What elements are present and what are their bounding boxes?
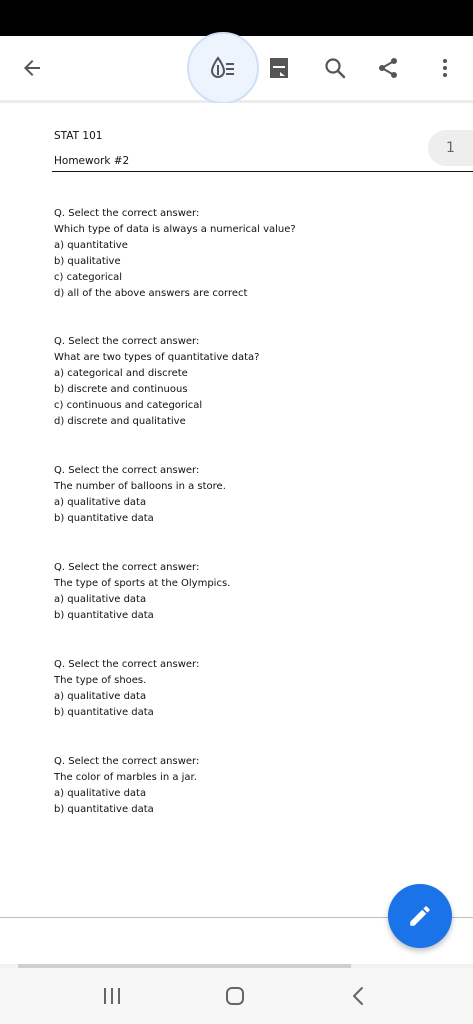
- answer-option: b) quantitative data: [54, 707, 154, 718]
- app-toolbar: [0, 36, 473, 103]
- answer-option: a) categorical and discrete: [54, 368, 188, 379]
- recents-icon: [101, 986, 123, 1006]
- page-layout-button[interactable]: [257, 36, 301, 100]
- more-vert-icon: [433, 56, 457, 80]
- answer-option: b) quantitative data: [54, 804, 154, 815]
- more-options-button[interactable]: [423, 36, 467, 100]
- answer-option: a) qualitative data: [54, 691, 147, 702]
- status-bar: [0, 0, 473, 36]
- back-arrow-icon: [20, 56, 44, 80]
- recents-button[interactable]: [82, 968, 142, 1024]
- question-text: The type of sports at the Olympics.: [54, 578, 231, 589]
- page-layout-icon: [268, 56, 290, 80]
- share-button[interactable]: [366, 36, 410, 100]
- system-nav-bar: [0, 968, 473, 1024]
- question-prompt: Q. Select the correct answer:: [54, 659, 200, 670]
- homework-title: Homework #2: [54, 155, 130, 167]
- question-text: Which type of data is always a numerical value?: [54, 224, 296, 235]
- home-button[interactable]: [205, 968, 265, 1024]
- question-prompt: Q. Select the correct answer:: [54, 465, 200, 476]
- question-block: [54, 463, 434, 527]
- question-text: The color of marbles in a jar.: [54, 772, 197, 783]
- nav-back-icon: [349, 985, 369, 1007]
- reading-mode-icon: [208, 53, 238, 83]
- pencil-icon: [407, 903, 433, 929]
- answer-option: d) all of the above answers are correct: [54, 288, 248, 299]
- answer-option: a) qualitative data: [54, 788, 147, 799]
- back-button[interactable]: [10, 36, 54, 100]
- answer-option: c) categorical: [54, 272, 123, 283]
- question-block: [54, 560, 434, 624]
- answer-option: d) discrete and qualitative: [54, 416, 186, 427]
- answer-option: b) discrete and continuous: [54, 384, 188, 395]
- question-prompt: Q. Select the correct answer:: [54, 562, 200, 573]
- question-text: The type of shoes.: [54, 675, 147, 686]
- question-prompt: Q. Select the correct answer:: [54, 336, 200, 347]
- question-block: [54, 754, 434, 818]
- question-prompt: Q. Select the correct answer:: [54, 208, 200, 219]
- answer-option: c) continuous and categorical: [54, 400, 203, 411]
- answer-option: a) qualitative data: [54, 594, 147, 605]
- question-prompt: Q. Select the correct answer:: [54, 756, 200, 767]
- edit-fab-button[interactable]: [388, 884, 452, 948]
- document-page: [0, 103, 473, 918]
- search-icon: [323, 56, 347, 80]
- search-button[interactable]: [313, 36, 357, 100]
- answer-option: b) qualitative: [54, 256, 121, 267]
- course-title: STAT 101: [54, 130, 103, 142]
- home-icon: [224, 985, 246, 1007]
- system-back-button[interactable]: [329, 968, 389, 1024]
- question-block: [54, 206, 434, 302]
- reading-mode-button[interactable]: [187, 32, 259, 104]
- answer-option: a) quantitative: [54, 240, 128, 251]
- answer-option: b) quantitative data: [54, 513, 154, 524]
- answer-option: b) quantitative data: [54, 610, 154, 621]
- question-block: [54, 334, 434, 430]
- question-text: The number of balloons in a store.: [54, 481, 226, 492]
- question-text: What are two types of quantitative data?: [54, 352, 260, 363]
- page-number-badge: 1: [428, 130, 473, 166]
- question-block: [54, 657, 434, 721]
- answer-option: a) qualitative data: [54, 497, 147, 508]
- header-divider: [52, 171, 473, 172]
- share-icon: [376, 56, 400, 80]
